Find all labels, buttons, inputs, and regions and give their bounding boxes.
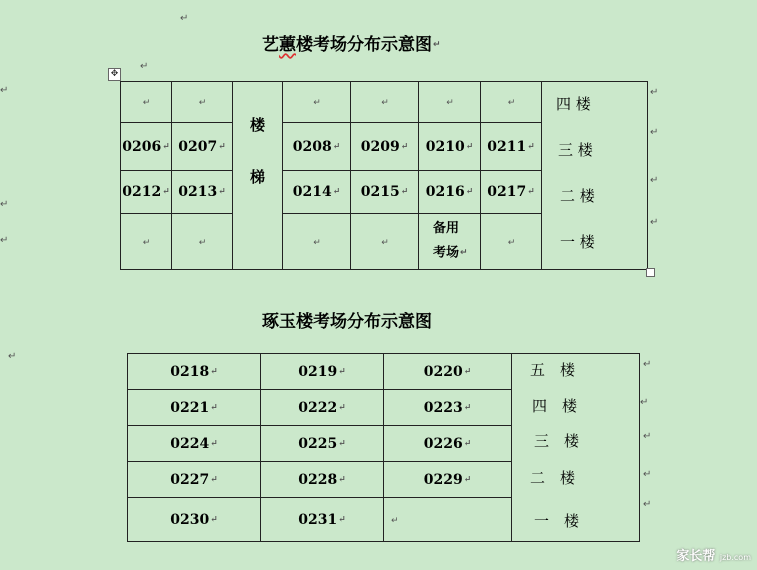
yihui-building-table (120, 81, 648, 270)
empty-cell: ↵ (351, 214, 419, 270)
paragraph-mark: ↵ (643, 469, 652, 480)
empty-cell: ↵ (283, 214, 351, 270)
paragraph-mark: ↵ (0, 235, 9, 246)
floor-label: 二 楼 (560, 187, 595, 205)
page-title-yihui (262, 30, 441, 55)
paragraph-mark: ↵ (433, 40, 441, 50)
floor-label: 三 楼 (534, 432, 580, 450)
paragraph-mark: ↵ (180, 13, 189, 24)
floor-label: 四 楼 (532, 397, 578, 415)
floor-label: 一 楼 (534, 512, 580, 530)
empty-cell: ↵ (172, 214, 233, 270)
title-part: 艺 (262, 35, 279, 55)
exam-room-cell: 0208↵ (283, 123, 351, 171)
paragraph-mark: ↵ (643, 499, 652, 510)
floor-label: 五 楼 (530, 361, 576, 379)
spare-exam-room-cell: 备用 考场↵ (419, 214, 481, 270)
paragraph-mark: ↵ (650, 87, 659, 98)
empty-cell: ↵ (481, 82, 542, 123)
exam-room-cell: 0207↵ (172, 123, 233, 171)
exam-room-cell: 0206↵ (121, 123, 172, 171)
empty-cell: ↵ (121, 214, 172, 270)
exam-room-cell: 0217↵ (481, 171, 542, 214)
exam-room-cell: 0211↵ (481, 123, 542, 171)
zhuoyu-building-table (127, 353, 640, 542)
paragraph-mark: ↵ (640, 397, 649, 408)
exam-room-cell: 0213↵ (172, 171, 233, 214)
exam-room-cell: 0222↵ (261, 390, 384, 426)
paragraph-mark: ↵ (0, 199, 9, 210)
empty-cell: ↵ (384, 498, 512, 542)
exam-room-cell: 0224↵ (128, 426, 261, 462)
exam-room-cell: 0229↵ (384, 462, 512, 498)
paragraph-mark: ↵ (8, 351, 17, 362)
exam-room-cell: 0231↵ (261, 498, 384, 542)
paragraph-mark: ↵ (643, 431, 652, 442)
watermark-logo: 家长帮 jzb.com (676, 549, 751, 564)
exam-room-cell: 0228↵ (261, 462, 384, 498)
exam-room-cell: 0227↵ (128, 462, 261, 498)
floor-labels-cell (512, 354, 640, 542)
paragraph-mark: ↵ (650, 175, 659, 186)
exam-room-cell: 0212↵ (121, 171, 172, 214)
page-title-zhuoyu (262, 307, 432, 332)
title-text: 琢玉楼考场分布示意图 (262, 312, 432, 332)
floor-labels-cell (542, 82, 648, 270)
exam-room-cell: 0216↵ (419, 171, 481, 214)
empty-cell: ↵ (121, 82, 172, 123)
empty-cell: ↵ (481, 214, 542, 270)
empty-cell: ↵ (419, 82, 481, 123)
exam-room-cell: 0215↵ (351, 171, 419, 214)
stairs-label-bottom: 梯 (249, 168, 265, 186)
stairs-label-top: 楼 (249, 116, 265, 134)
spare-label-line2: 考场 (433, 245, 460, 261)
title-part: 楼考场分布示意图 (296, 35, 432, 55)
exam-room-cell: 0223↵ (384, 390, 512, 426)
empty-cell: ↵ (172, 82, 233, 123)
exam-room-cell: 0221↵ (128, 390, 261, 426)
paragraph-mark: ↵ (140, 61, 149, 72)
exam-room-cell: 0220↵ (384, 354, 512, 390)
title-part-underlined: 蕙 (279, 35, 296, 55)
exam-room-cell: 0225↵ (261, 426, 384, 462)
stairs-cell (233, 82, 283, 270)
exam-room-cell: 0218↵ (128, 354, 261, 390)
table-move-handle-icon[interactable]: ✥ (108, 68, 121, 81)
floor-label: 三 楼 (558, 141, 593, 159)
exam-room-cell: 0226↵ (384, 426, 512, 462)
exam-room-cell: 0209↵ (351, 123, 419, 171)
exam-room-cell: 0219↵ (261, 354, 384, 390)
empty-cell: ↵ (283, 82, 351, 123)
floor-label: 二 楼 (530, 469, 576, 487)
paragraph-mark: ↵ (650, 127, 659, 138)
paragraph-mark: ↵ (0, 85, 9, 96)
paragraph-mark: ↵ (643, 359, 652, 370)
spare-label-line1: 备用 (433, 221, 460, 237)
empty-cell: ↵ (351, 82, 419, 123)
exam-room-cell: 0214↵ (283, 171, 351, 214)
exam-room-cell: 0210↵ (419, 123, 481, 171)
paragraph-mark: ↵ (650, 217, 659, 228)
table-resize-handle[interactable] (646, 268, 655, 277)
floor-label: 一 楼 (560, 233, 595, 251)
exam-room-cell: 0230↵ (128, 498, 261, 542)
floor-label: 四 楼 (556, 95, 591, 113)
